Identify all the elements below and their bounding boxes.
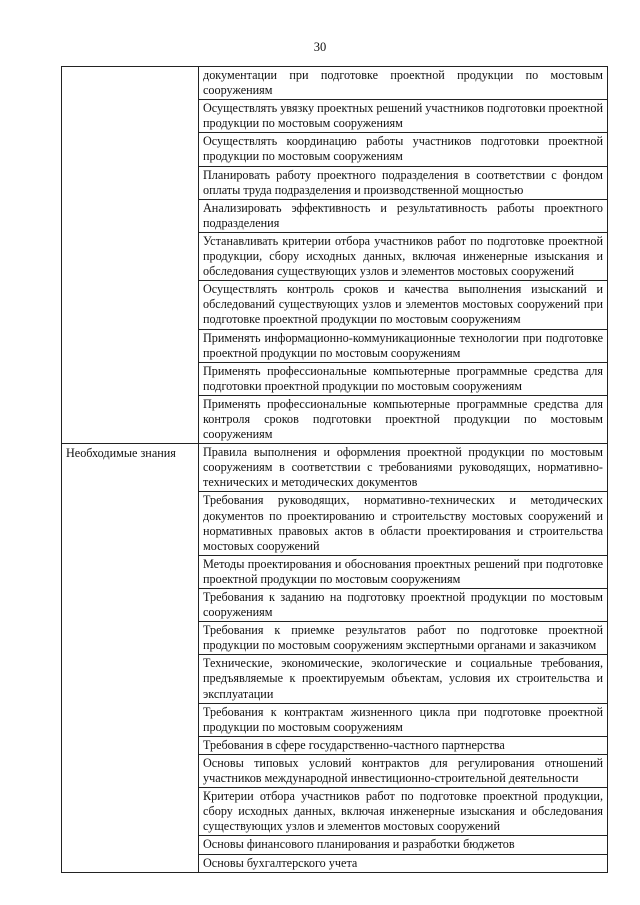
knowledge-cell: Технические, экономические, экологические и социальные требования, предъявляемые к проектируемым объектам, условия их строительства и эксплуатации [199, 655, 608, 703]
action-cell: Анализировать эффективность и результативность работы проектного подразделения [199, 199, 608, 232]
action-cell: Устанавливать критерии отбора участников работ по подготовке проектной продукции, сбору исходных данных, включая инженерные изыскания и обследования существующих узлов и элементов мостовых сооружений [199, 232, 608, 280]
knowledge-cell: Требования руководящих, нормативно-технических и методических документов по проектированию и строительству мостовых сооружений и нормативных правовых актов в области проектирования и строительства мостовых сооружений [199, 492, 608, 555]
action-cell: документации при подготовке проектной продукции по мостовым сооружениям [199, 67, 608, 100]
empty-label-cell [62, 67, 199, 444]
knowledge-cell: Требования к контрактам жизненного цикла при подготовке проектной продукции по мостовым сооружениям [199, 703, 608, 736]
knowledge-cell: Требования к заданию на подготовку проектной продукции по мостовым сооружениям [199, 589, 608, 622]
knowledge-cell: Основы бухгалтерского учета [199, 854, 608, 872]
action-cell: Осуществлять координацию работы участников подготовки проектной продукции по мостовым сооружениям [199, 133, 608, 166]
knowledge-cell: Основы типовых условий контрактов для регулирования отношений участников международной инвестиционно-строительной деятельности [199, 754, 608, 787]
action-cell: Осуществлять контроль сроков и качества выполнения изысканий и обследований существующих узлов и элементов мостовых сооружений при подготовке проектной продукции по мостовым сооружениям [199, 281, 608, 329]
action-cell: Осуществлять увязку проектных решений участников подготовки проектной продукции по мостовым сооружениям [199, 100, 608, 133]
table-row [62, 67, 608, 100]
knowledge-cell: Критерии отбора участников работ по подготовке проектной продукции, сбору исходных данных, включая инженерные изыскания и обследования существующих узлов и элементов мостовых сооружений [199, 788, 608, 836]
page-number: 30 [313, 40, 327, 54]
knowledge-cell: Требования в сфере государственно-частного партнерства [199, 736, 608, 754]
competency-table [61, 66, 608, 873]
knowledge-cell: Методы проектирования и обоснования проектных решений при подготовке проектной продукции по мостовым сооружениям [199, 555, 608, 588]
action-cell: Применять профессиональные компьютерные программные средства для контроля сроков подготовки проектной продукции по мостовым сооружениям [199, 395, 608, 443]
action-cell: Применять информационно-коммуникационные технологии при подготовке проектной продукции по мостовым сооружениям [199, 329, 608, 362]
table-row [62, 444, 608, 492]
action-cell: Применять профессиональные компьютерные программные средства для подготовки проектной продукции по мостовым сооружениям [199, 362, 608, 395]
knowledge-cell: Правила выполнения и оформления проектной продукции по мостовым сооружениям в соответствии с требованиями руководящих, нормативно-технических и методических документов [199, 444, 608, 492]
knowledge-cell: Требования к приемке результатов работ по подготовке проектной продукции по мостовым сооружениям экспертными органами и заказчиком [199, 622, 608, 655]
action-cell: Планировать работу проектного подразделения в соответствии с фондом оплаты труда подразделения и производственной мощностью [199, 166, 608, 199]
knowledge-cell: Основы финансового планирования и разработки бюджетов [199, 836, 608, 854]
knowledge-label-cell: Необходимые знания [62, 444, 199, 872]
